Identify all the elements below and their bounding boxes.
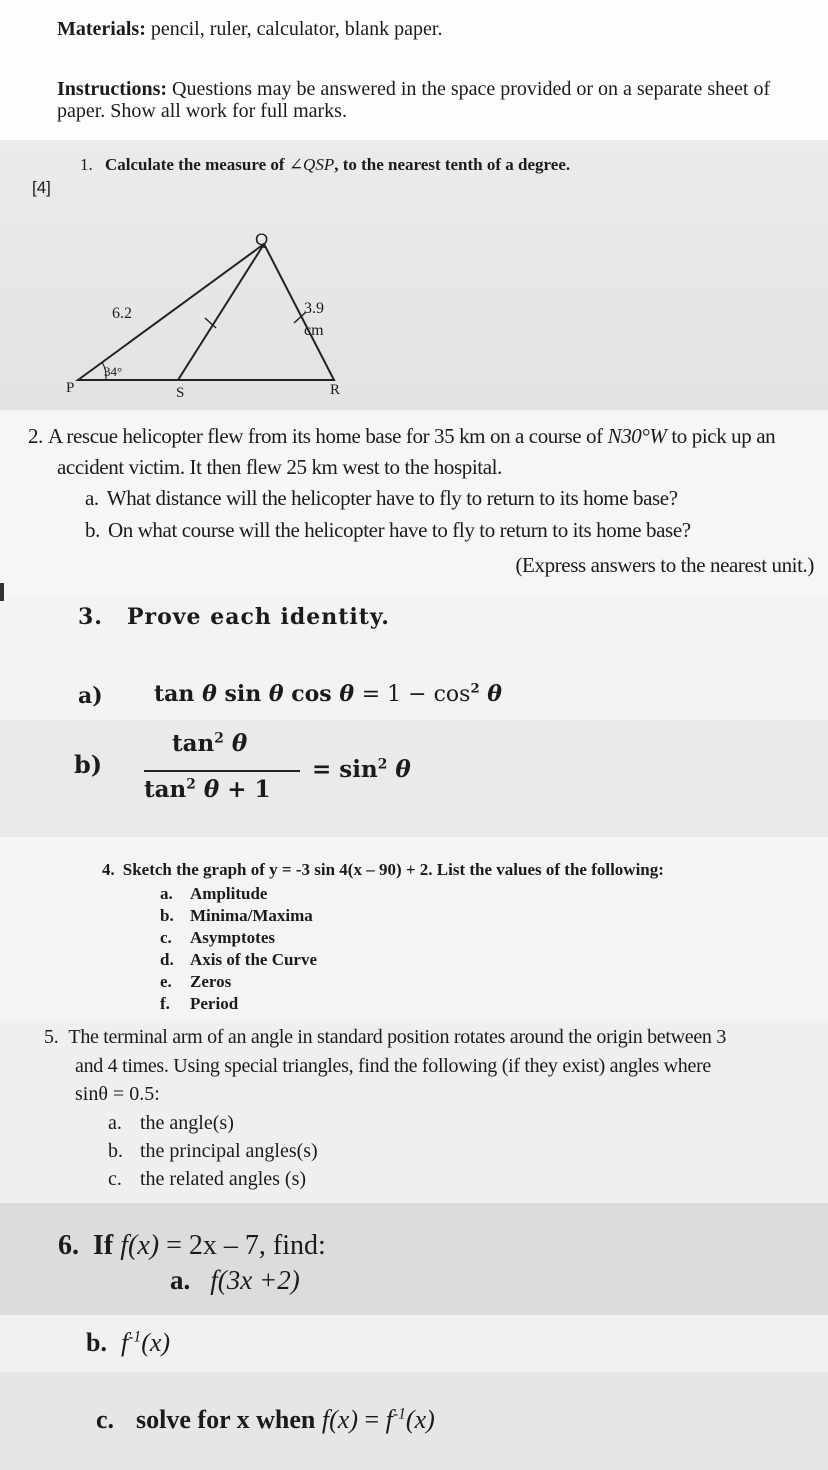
q2-text-1: A rescue helicopter flew from its home base for 35 km on a course of	[47, 424, 608, 448]
q6-part-b-label: b.	[86, 1328, 107, 1357]
q2-line2: accident victim. It then flew 25 km west to the hospital.	[57, 455, 502, 479]
q5-list	[108, 1109, 318, 1193]
margin-mark	[0, 583, 4, 601]
q6-func: f(x)	[120, 1230, 160, 1261]
q3b-den-tan: tan	[144, 776, 187, 803]
label-p: P	[66, 380, 75, 396]
q3b-den-theta: θ	[203, 776, 220, 803]
q4-item: c. Asymptotes	[160, 928, 275, 947]
q2-number: 2.	[28, 424, 43, 448]
q5-item: b. the principal angles(s)	[108, 1140, 318, 1162]
q1-marks: [4]	[32, 178, 51, 197]
q2-text-1b: to pick up an	[666, 424, 776, 448]
q3b-num-theta: θ	[231, 730, 248, 757]
materials-label: Materials:	[57, 18, 146, 40]
q2-part-a	[85, 486, 678, 511]
q3b-fraction-bar	[144, 770, 300, 772]
q6-part-c-x: (x)	[405, 1405, 435, 1434]
q3-part-a-label: a)	[78, 683, 103, 709]
q5-line2: and 4 times. Using special triangles, find the following (if they exist) angles where	[75, 1055, 712, 1077]
q3a-theta-4: θ	[487, 681, 502, 707]
q5-text-1: The terminal arm of an angle in standard position rotates around the origin between 3	[68, 1026, 727, 1048]
q2-part-a-label: a.	[85, 486, 99, 510]
q6-part-c	[96, 1405, 435, 1435]
label-s: S	[176, 385, 185, 401]
q3b-rhs-sin: = sin	[312, 756, 378, 783]
q6-part-c-eq: =	[364, 1405, 380, 1434]
q4-number: 4.	[102, 860, 115, 879]
q3a-sin: sin	[224, 681, 262, 707]
q6-part-b	[86, 1328, 170, 1358]
q6-part-c-f: f(x)	[321, 1405, 358, 1434]
q2-part-b	[85, 518, 691, 543]
q6-part-c-label: c.	[96, 1405, 115, 1434]
q2-note: (Express answers to the nearest unit.)	[515, 553, 814, 577]
q3a-cos: cos	[291, 681, 332, 707]
q6-part-a-label: a.	[170, 1265, 191, 1295]
q3b-rhs-sq: 2	[377, 756, 388, 773]
q4-question	[102, 860, 664, 880]
q4-item: f. Period	[160, 994, 239, 1013]
materials-line	[57, 18, 442, 41]
q4-item: b. Minima/Maxima	[160, 906, 313, 925]
q2-part-b-label: b.	[85, 518, 100, 542]
q3a-theta-2: θ	[268, 681, 284, 707]
q5-line3: sinθ = 0.5:	[75, 1083, 160, 1105]
q2-bearing: N30°W	[607, 424, 667, 448]
q4-list	[160, 883, 317, 1015]
instructions-text-1: Questions may be answered in the space provided or on a separate sheet of	[172, 78, 771, 100]
q3b-rhs	[312, 756, 411, 783]
q6-part-a	[170, 1265, 300, 1296]
q5-number: 5.	[44, 1026, 59, 1048]
q3-identity-a	[154, 681, 502, 707]
q3b-rhs-theta: θ	[395, 756, 411, 783]
q6-definition: = 2x – 7, find:	[166, 1230, 326, 1261]
q6-number: 6.	[58, 1230, 79, 1261]
q4-text: Sketch the graph of y = -3 sin 4(x – 90) + 2. List the values of the following:	[122, 860, 664, 879]
angle-p-value: 34°	[104, 364, 123, 379]
q4-item: d. Axis of the Curve	[160, 950, 318, 969]
instructions-label: Instructions:	[57, 78, 168, 100]
q4-item: e. Zeros	[160, 972, 232, 991]
q5-item: c. the related angles (s)	[108, 1168, 307, 1190]
q3-part-b-label: b)	[74, 750, 103, 779]
q2-part-a-text: What distance will the helicopter have to fly to return to its home base?	[106, 486, 678, 510]
q1-angle: ∠QSP	[288, 155, 335, 174]
q1-triangle-diagram	[0, 140, 828, 410]
q3a-tan: tan	[154, 681, 195, 707]
q6-part-c-text: solve for x when	[136, 1405, 316, 1434]
q3b-numerator	[172, 730, 247, 757]
q3b-num-tan: tan	[172, 730, 215, 757]
q1-number: 1.	[80, 155, 93, 174]
q5-item: a. the angle(s)	[108, 1112, 234, 1134]
band-q3b	[0, 720, 828, 837]
q2-part-b-text: On what course will the helicopter have to fly to return to its home base?	[107, 518, 691, 542]
label-q: Q	[255, 230, 269, 249]
q2-line1	[28, 424, 775, 449]
instructions-line1	[57, 78, 770, 101]
q6-part-b-f: f	[120, 1328, 129, 1357]
q3-number: 3.	[78, 604, 103, 630]
q3b-num-sq: 2	[214, 730, 224, 747]
q6-part-c-finv: f	[385, 1405, 393, 1434]
q3a-rhs: = 1 − cos	[361, 682, 471, 707]
q3a-squared: 2	[470, 681, 480, 697]
q3a-theta-3: θ	[339, 681, 355, 707]
q5-line1	[44, 1026, 726, 1049]
side-pq-length: 6.2	[112, 305, 132, 322]
q6-part-b-sup: -1	[128, 1328, 142, 1346]
q3b-denominator	[144, 776, 271, 803]
q6-question	[58, 1230, 326, 1262]
q6-part-b-x: (x)	[141, 1328, 171, 1357]
instructions-line2: paper. Show all work for full marks.	[57, 100, 347, 122]
side-unit: cm	[304, 322, 324, 339]
side-qr-length: 3.9	[304, 300, 324, 317]
segment-qs	[178, 244, 264, 380]
q4-item: a. Amplitude	[160, 884, 268, 903]
q3-header	[78, 604, 390, 630]
materials-text: pencil, ruler, calculator, blank paper.	[150, 18, 443, 40]
q3a-theta-1: θ	[202, 681, 217, 707]
q6-part-a-expr: f(3x +2)	[210, 1265, 300, 1295]
q1-text-before: Calculate the measure of	[105, 155, 289, 174]
q6-if: If	[93, 1230, 114, 1261]
q3b-den-plus: + 1	[227, 776, 271, 803]
q1-text-after: , to the nearest tenth of a degree.	[334, 155, 571, 174]
label-r: R	[330, 382, 341, 398]
q3-title: Prove each identity.	[126, 604, 390, 630]
q3b-den-sq: 2	[186, 776, 196, 793]
q6-part-c-sup: -1	[392, 1405, 406, 1423]
